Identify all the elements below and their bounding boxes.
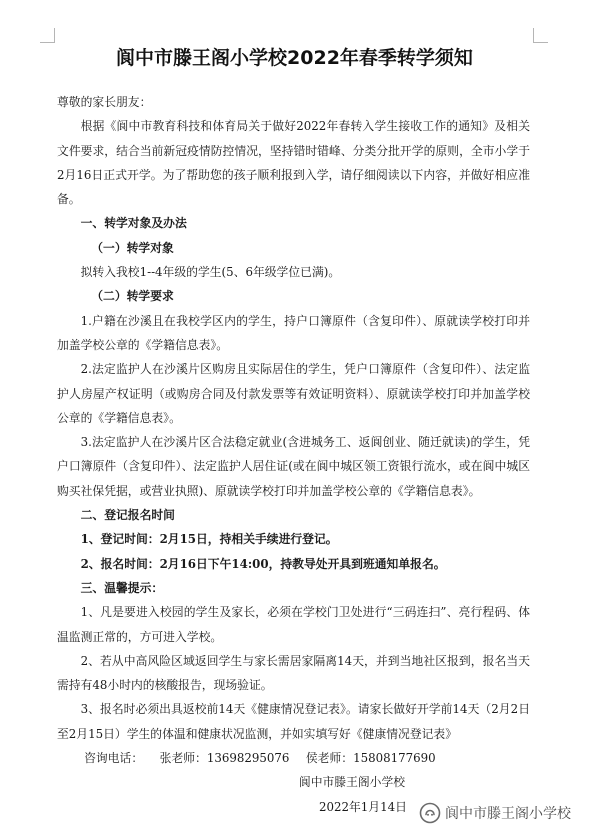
tip-item: 3、报名时必须出具返校前14天《健康情况登记表》。请家长做好开学前14天（2月2日至2月15日）学生的体温和健康状况监测，并如实填写好《健康情况登记表》 [57, 702, 530, 741]
tip-item: 1、凡是要进入校园的学生及家长，必须在学校门卫处进行“三码连扫”、亮行程码、体温监测正常的，方可进入学校。 [57, 605, 530, 644]
contact-teacher-2: 侯老师：15808177690 [305, 751, 436, 766]
tip-item: 2、若从中高风险区域返回学生与家长需居家隔离14天，并到当地社区报到，报名当天需持有48小时内的核酸报告，现场验证。 [57, 653, 530, 693]
section-1-heading: 一、转学对象及办法 [80, 216, 187, 231]
intro-paragraph: 根据《阆中市教育科技和体育局关于做好2022年春转入学生接收工作的通知》及相关文件要求，结合当前新冠疫情防控情况，坚持错时错峰、分类分批开学的原则，全市小学于2月16日正式开学。为了帮助您的孩子顺利报到入学，请仔细阅读以下内容，并做好相应准备。 [57, 119, 530, 207]
watermark-text: 阆中市滕王阁小学校 [445, 806, 571, 822]
crop-mark-top-right [533, 28, 548, 43]
greeting: 尊敬的家长朋友： [57, 95, 152, 109]
registration-item: 2、报名时间：2月16日下午14:00，持教导处开具到班通知单报名。 [80, 556, 446, 571]
crop-mark-top-left [40, 28, 55, 43]
document-body [57, 90, 530, 819]
subsection-2-heading: （二）转学要求 [91, 289, 174, 304]
registration-item: 1、登记时间：2月15日，持相关手续进行登记。 [80, 532, 338, 547]
watermark [419, 800, 571, 826]
wechat-official-account-icon [419, 802, 441, 824]
requirement-item: 2.法定监护人在沙溪片区购房且实际居住的学生，凭户口簿原件（含复印件）、法定监护人房屋产权证明（或购房合同及付款发票等有效证明资料）、原就读学校打印并加盖学校公章的《学籍信息表》。 [57, 362, 530, 425]
document-title: 阆中市滕王阁小学校2022年春季转学须知 [116, 47, 473, 69]
signature-date: 2022年1月14日 [318, 799, 407, 814]
section-2-heading: 二、登记报名时间 [80, 508, 175, 523]
section-3-heading: 三、温馨提示： [80, 580, 164, 595]
signature-school: 阆中市滕王阁小学校 [298, 775, 406, 790]
contact-line [57, 746, 530, 770]
contact-label: 咨询电话： [84, 751, 144, 766]
requirement-item: 3.法定监护人在沙溪片区合法稳定就业(含进城务工、返阆创业、随迁就读)的学生，凭户口簿原件（含复印件）、法定监护人居住证(或在阆中城区领工资银行流水，或在阆中城区购买社保凭据，或营业执照)、原就读学校打印并加盖学校公章的《学籍信息表》。 [57, 435, 530, 498]
requirement-item: 1.户籍在沙溪且在我校学区内的学生，持户口簿原件（含复印件）、原就读学校打印并加盖学校公章的《学籍信息表》。 [57, 313, 530, 352]
contact-teacher-1: 张老师：13698295076 [159, 751, 290, 766]
subsection-1-text: 拟转入我校1--4年级的学生(5、6年级学位已满)。 [80, 265, 341, 280]
subsection-1-heading: （一）转学对象 [91, 240, 174, 255]
